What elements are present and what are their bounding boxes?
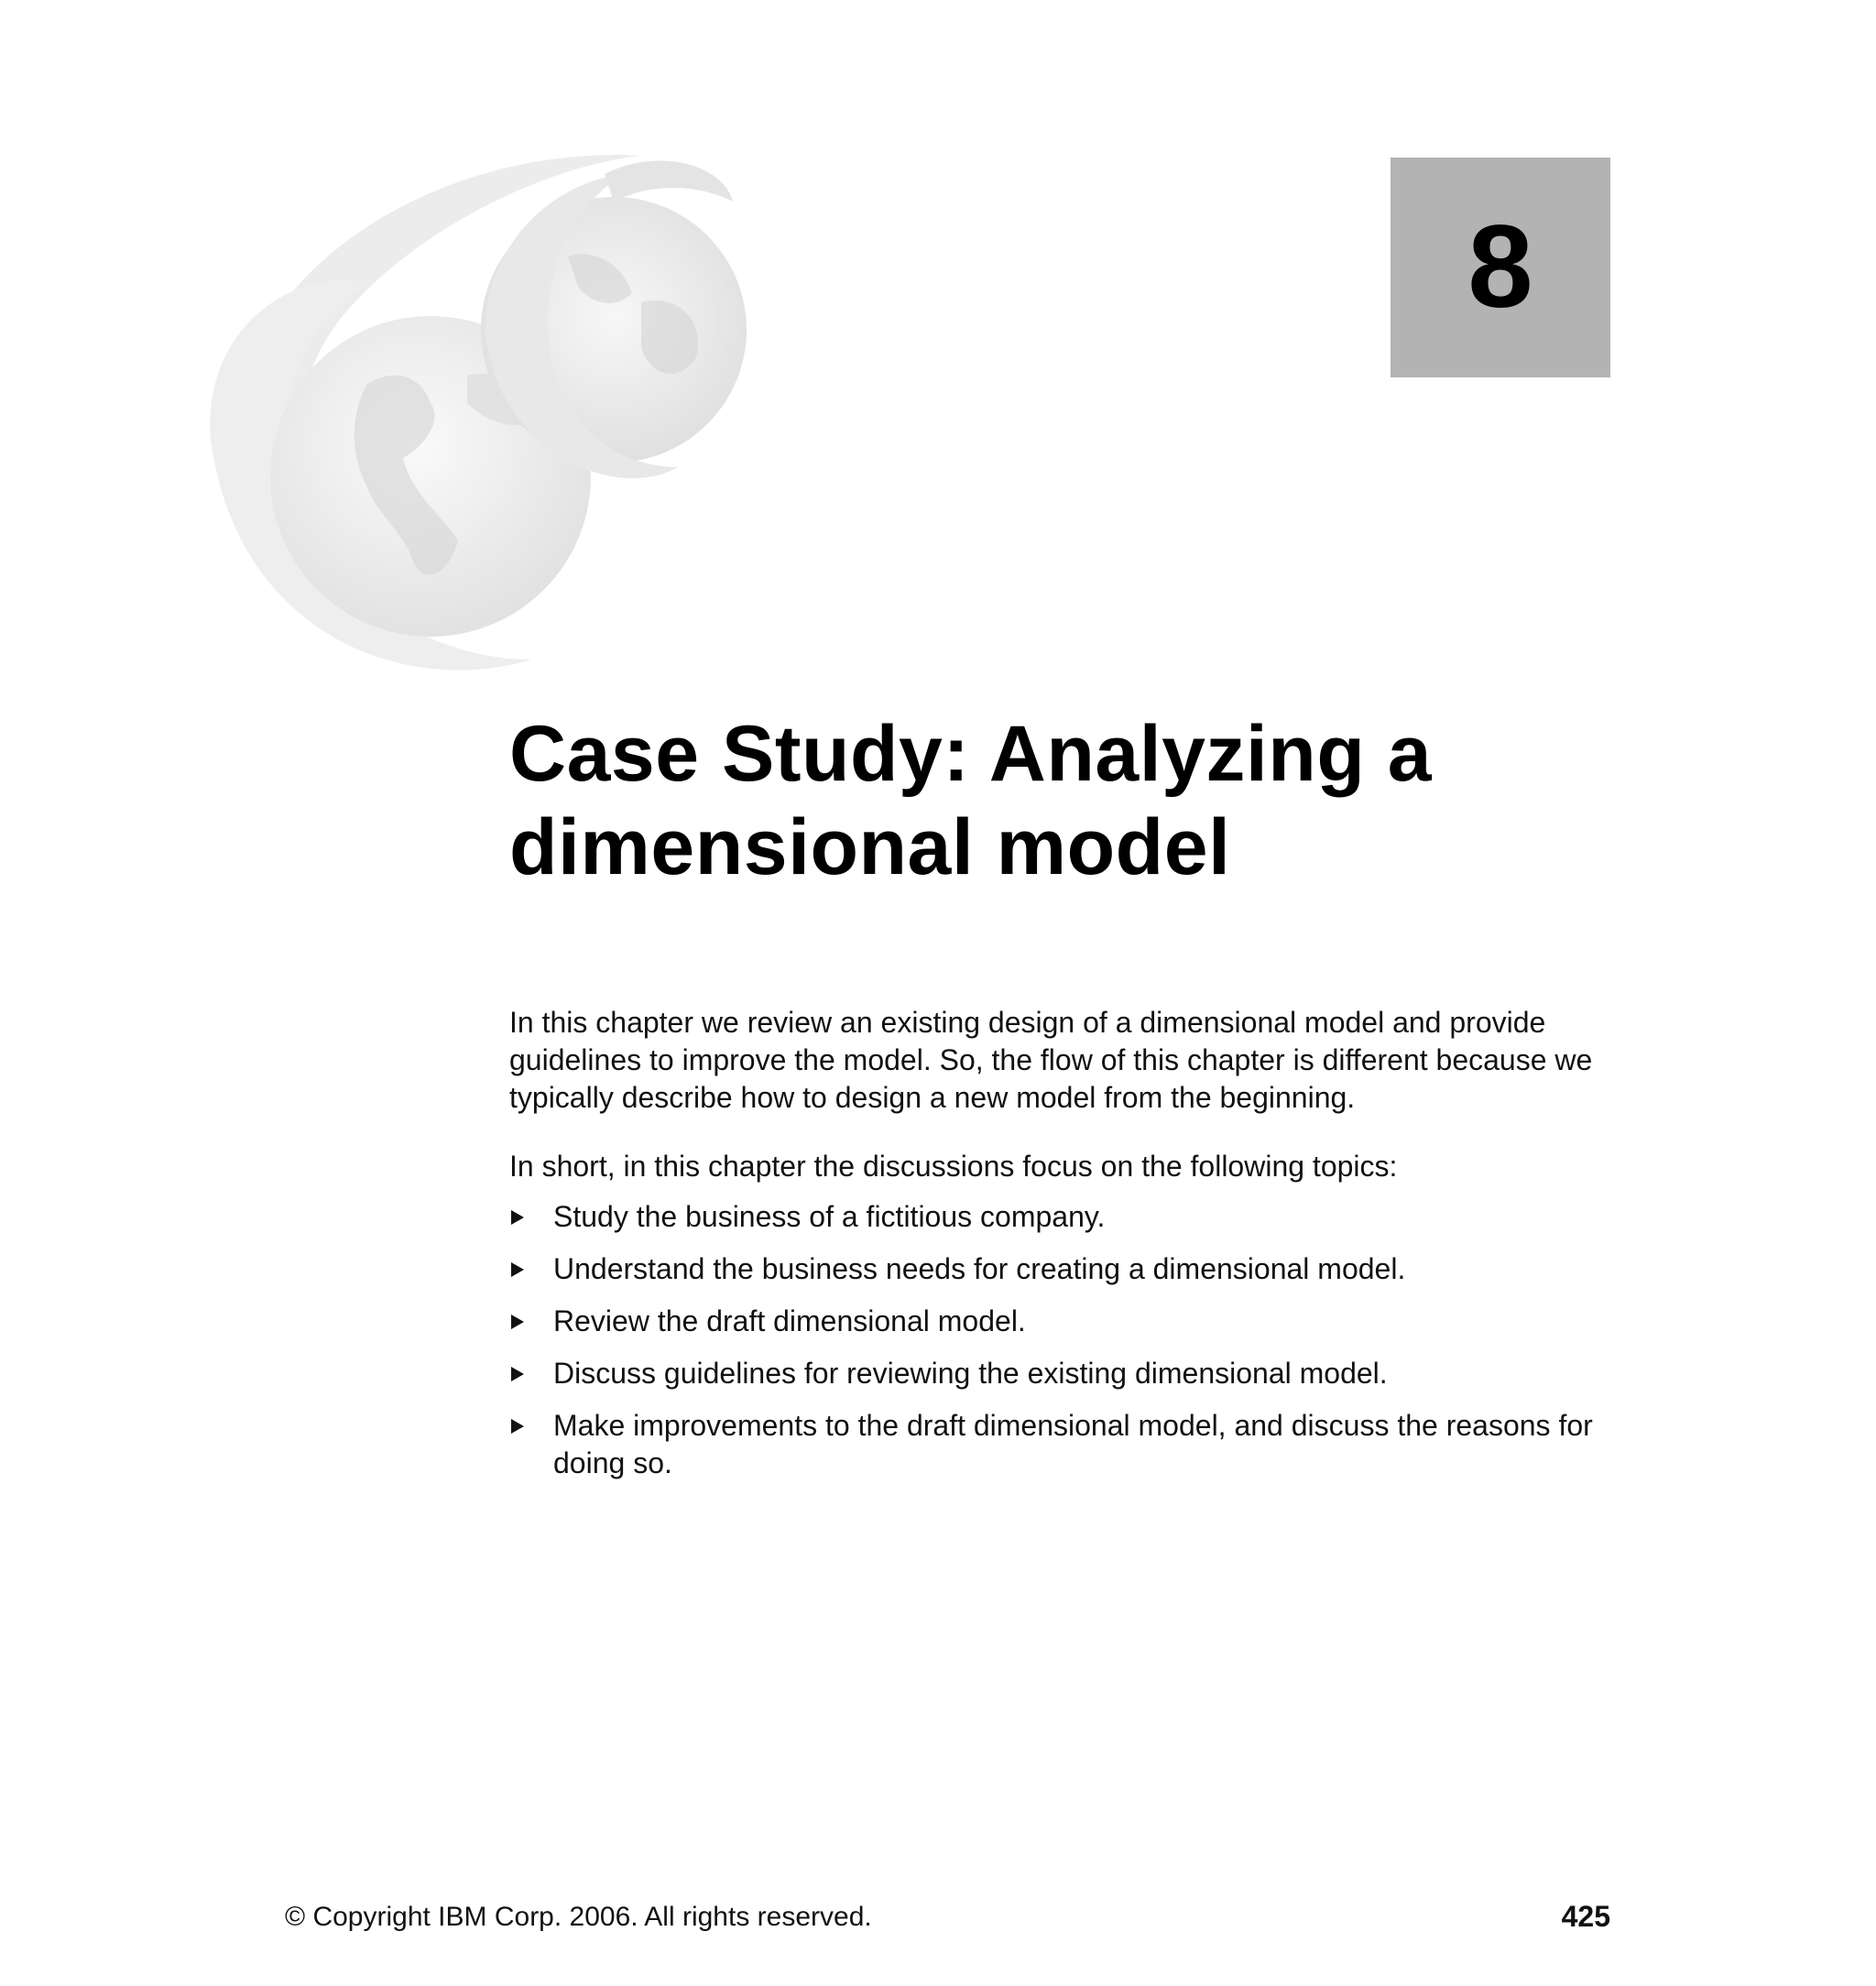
list-item-text: Make improvements to the draft dimensional model, and discuss the reasons for doing so.: [553, 1409, 1593, 1479]
list-item-text: Understand the business needs for creating a dimensional model.: [553, 1252, 1406, 1285]
chapter-number-box: [1391, 158, 1610, 377]
footer-copyright: © Copyright IBM Corp. 2006. All rights reserved.: [285, 1902, 872, 1932]
triangle-bullet-icon: [511, 1315, 524, 1329]
triangle-bullet-icon: [511, 1419, 524, 1434]
list-item: [509, 1355, 1618, 1392]
list-item: [509, 1407, 1618, 1482]
page-number: 425: [1561, 1900, 1610, 1933]
intro-paragraph: In this chapter we review an existing design of a dimensional model and provide guidelines to improve the model. So, the flow of this chapter is different because we typically describe how to design a new model from the beginning.: [509, 1006, 1593, 1114]
triangle-bullet-icon: [511, 1367, 524, 1381]
list-item-text: Study the business of a fictitious company.: [553, 1200, 1106, 1233]
list-item: [509, 1198, 1618, 1236]
triangle-bullet-icon: [511, 1262, 524, 1277]
chapter-title-line2: dimensional model: [509, 803, 1231, 891]
chapter-title: [509, 707, 1645, 894]
triangle-bullet-icon: [511, 1210, 524, 1225]
list-item: [509, 1303, 1618, 1340]
chapter-intro: [509, 1004, 1618, 1497]
topics-lead: In short, in this chapter the discussions focus on the following topics:: [509, 1150, 1398, 1183]
list-item-text: Discuss guidelines for reviewing the existing dimensional model.: [553, 1357, 1388, 1390]
chapter-number: 8: [1467, 202, 1533, 333]
list-item: [509, 1250, 1618, 1288]
topics-list: [509, 1198, 1618, 1482]
ibm-globe-watermark-icon: [183, 147, 843, 678]
list-item-text: Review the draft dimensional model.: [553, 1304, 1026, 1337]
chapter-title-line1: Case Study: Analyzing a: [509, 710, 1433, 798]
